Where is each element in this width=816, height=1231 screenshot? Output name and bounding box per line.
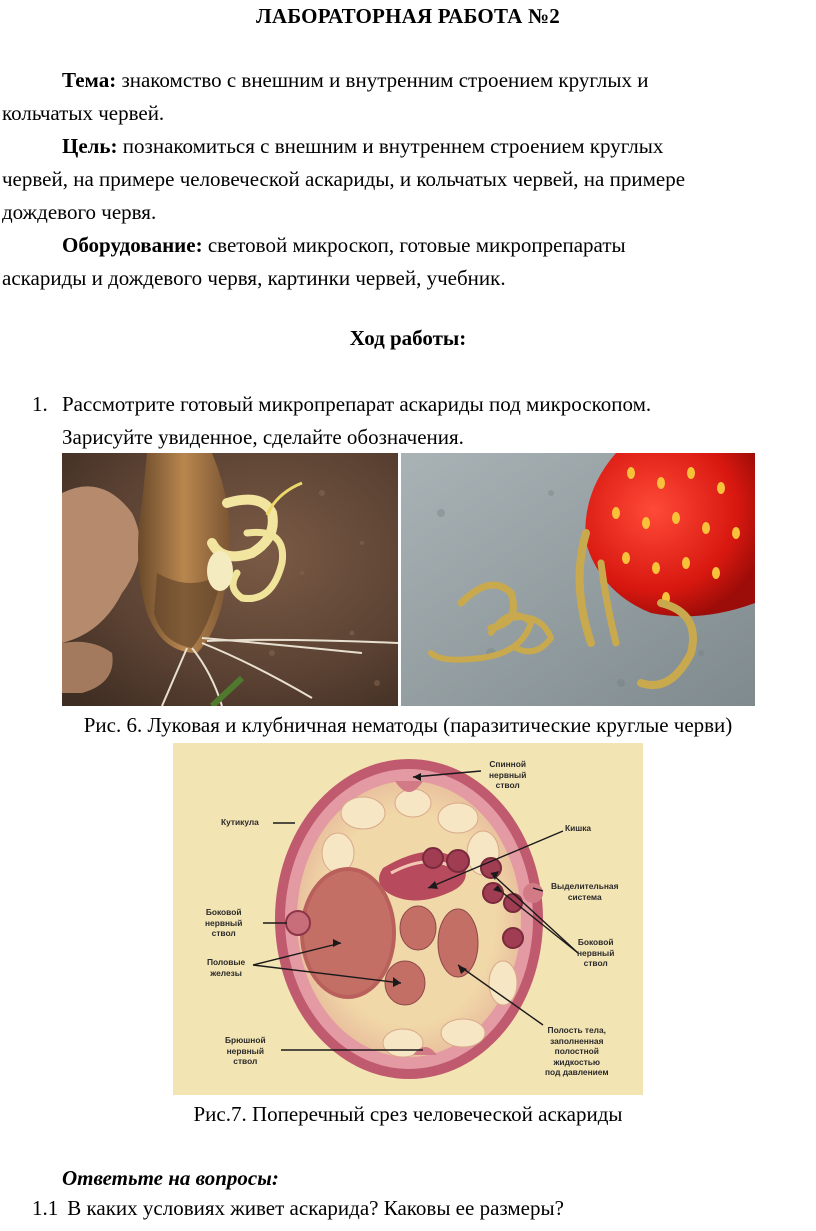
equipment-paragraph [2,229,814,295]
ascaris-cross-section-diagram [173,743,643,1095]
step-1-text-line2: Зарисуйте увиденное, сделайте обозначения. [62,425,464,449]
label-excretory-system: Выделительная система [551,881,619,902]
equipment-label: Оборудование: [62,233,203,257]
figure-7-caption: Рис.7. Поперечный срез человеческой аскариды [193,1102,623,1126]
topic-label: Тема: [62,68,117,92]
label-gonads: Половые железы [207,957,246,978]
step-1-number: 1. [32,392,48,416]
question-1-1 [32,1196,564,1221]
question-1-1-text: В каких условиях живет аскарида? Каковы ее размеры? [67,1196,564,1220]
goal-text-line2: червей, на примере человеческой аскариды, и кольчатых червей, на примере [2,167,686,191]
label-cuticle: Кутикула [221,817,259,827]
topic-paragraph [2,64,814,130]
goal-label: Цель: [62,134,118,158]
label-intestine: Кишка [565,823,592,833]
topic-text-line2: кольчатых червей. [2,101,165,125]
step-1 [32,388,814,454]
goal-text-line1: познакомиться с внешним и внутреннем строением круглых [117,134,664,158]
label-ventral-cord: Брюшной нервный ствол [225,1035,266,1066]
label-body-cavity: Полость тела, заполненная полостной жидкостью под давлением [545,1025,609,1077]
figure-6-caption: Рис. 6. Луковая и клубничная нематоды (паразитические круглые черви) [83,713,733,737]
goal-text-line3: дождевого червя. [2,200,157,224]
label-lateral-cord-left: Боковой нервный ствол [205,907,243,938]
question-1-1-number: 1.1 [32,1196,59,1220]
procedure-heading: Ход работы: [349,326,467,350]
goal-paragraph [2,130,814,229]
equipment-text-line1: световой микроскоп, готовые микропрепараты [202,233,626,257]
label-lateral-cord-right: Боковой нервный ствол [577,937,615,968]
topic-text-line1: знакомство с внешним и внутренним строением круглых и [116,68,649,92]
equipment-text-line2: аскариды и дождевого червя, картинки червей, учебник. [2,266,506,290]
strawberry-nematode-photo [401,453,755,706]
page-title: ЛАБОРАТОРНАЯ РАБОТА №2 [256,4,560,28]
onion-nematode-photo [62,453,398,706]
label-dorsal-cord: Спинной нервный ствол [489,759,527,790]
questions-heading: Ответьте на вопросы: [62,1166,279,1190]
step-1-text-line1: Рассмотрите готовый микропрепарат аскариды под микроскопом. [62,392,652,416]
